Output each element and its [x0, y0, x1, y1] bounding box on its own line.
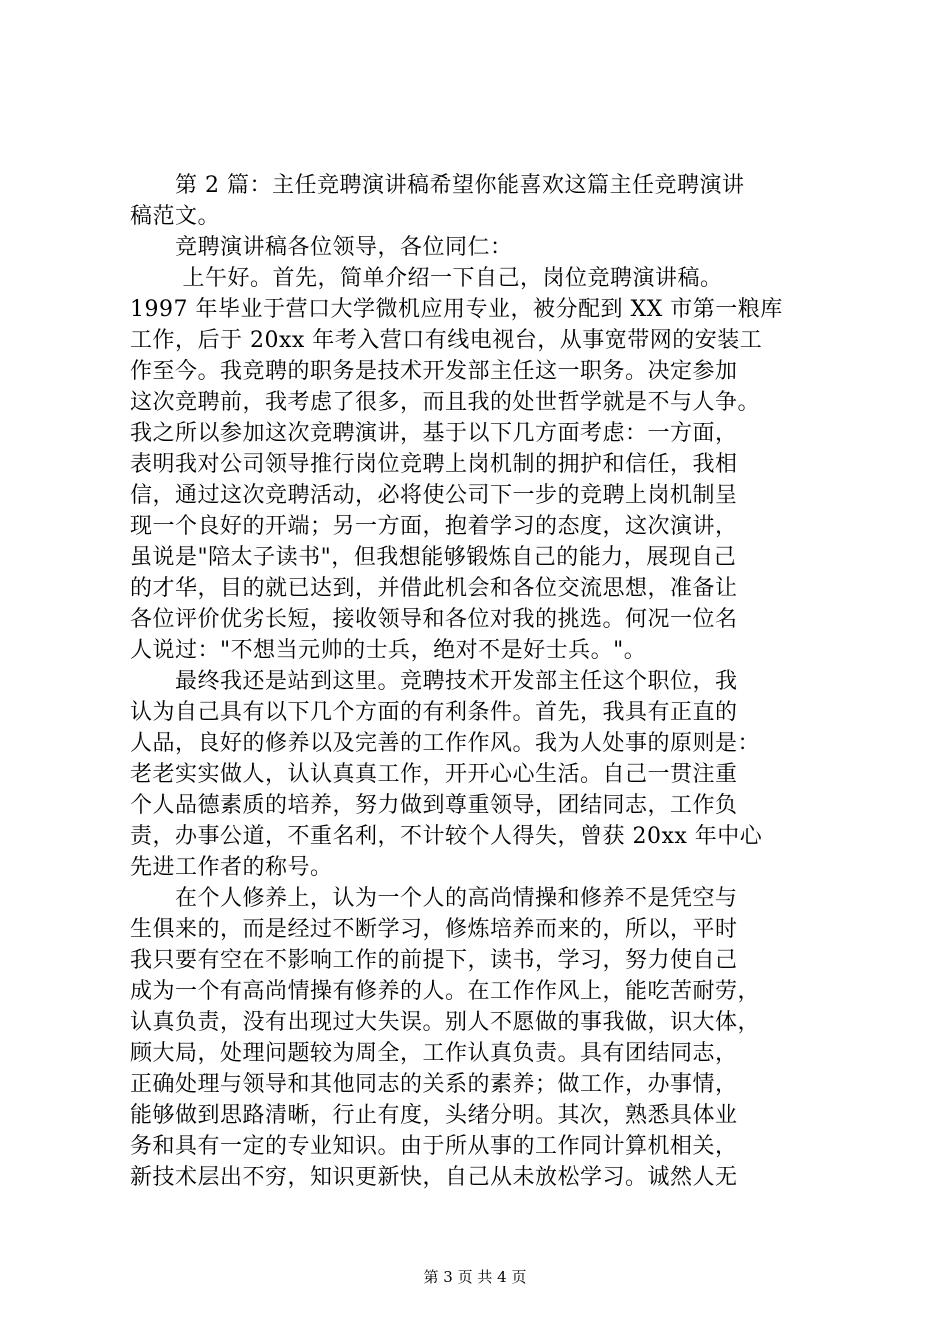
text-line: 生俱来的，而是经过不断学习，修炼培养而来的，所以，平时 [130, 917, 738, 942]
text-line: 先进工作者的称号。 [130, 855, 333, 880]
text-line: 成为一个有高尚情操有修养的人。在工作作风上，能吃苦耐劳， [130, 979, 761, 1004]
text-line: 工作，后于 20xx 年考入营口有线电视台，从事宽带网的安装工 [130, 328, 763, 353]
text-line: 最终我还是站到这里。竞聘技术开发部主任这个职位，我 [130, 669, 738, 694]
text-line: 作至今。我竞聘的职务是技术开发部主任这一职务。决定参加 [130, 359, 738, 384]
text-line: 责，办事公道，不重名利，不计较个人得失，曾获 20xx 年中心 [130, 824, 763, 849]
text-line: 我之所以参加这次竞聘演讲，基于以下几方面考虑：一方面， [130, 421, 738, 446]
text-line: 人说过："不想当元帅的士兵，绝对不是好士兵。"。 [130, 638, 647, 663]
text-line: 现一个良好的开端；另一方面，抱着学习的态度，这次演讲， [130, 514, 738, 539]
text-line: 表明我对公司领导推行岗位竞聘上岗机制的拥护和信任，我相 [130, 452, 738, 477]
page-number: 第 3 页 共 4 页 [423, 1268, 527, 1286]
text-line: 这次竞聘前，我考虑了很多，而且我的处世哲学就是不与人争。 [130, 390, 761, 415]
text-line: 顾大局，处理问题较为周全，工作认真负责。具有团结同志， [130, 1041, 738, 1066]
text-line: 个人品德素质的培养，努力做到尊重领导，团结同志，工作负 [130, 793, 738, 818]
text-line: 认为自己具有以下几个方面的有利条件。首先，我具有正直的 [130, 700, 738, 725]
page-footer [0, 1267, 950, 1287]
text-line: 务和具有一定的专业知识。由于所从事的工作同计算机相关， [130, 1134, 738, 1159]
text-line: 虽说是"陪太子读书"，但我想能够锻炼自己的能力，展现自己 [130, 545, 737, 570]
text-line: 人品，良好的修养以及完善的工作作风。我为人处事的原则是： [130, 731, 761, 756]
text-line: 信，通过这次竞聘活动，必将使公司下一步的竞聘上岗机制呈 [130, 483, 738, 508]
text-line: 认真负责，没有出现过大失误。别人不愿做的事我做，识大体， [130, 1010, 761, 1035]
document-body [130, 170, 830, 1193]
text-line: 能够做到思路清晰，行止有度，头绪分明。其次，熟悉具体业 [130, 1103, 738, 1128]
text-line: 上午好。首先，简单介绍一下自己，岗位竞聘演讲稿。 [130, 266, 723, 291]
text-line: 第 2 篇：主任竞聘演讲稿希望你能喜欢这篇主任竞聘演讲 [130, 173, 745, 198]
text-line: 稿范文。 [130, 204, 221, 229]
text-line: 的才华，目的就已达到，并借此机会和各位交流思想，准备让 [130, 576, 738, 601]
text-line: 1997 年毕业于营口大学微机应用专业，被分配到 XX 市第一粮库 [130, 297, 783, 322]
text-line: 老老实实做人，认认真真工作，开开心心生活。自己一贯注重 [130, 762, 738, 787]
text-line: 在个人修养上，认为一个人的高尚情操和修养不是凭空与 [130, 886, 738, 911]
text-line: 各位评价优劣长短，接收领导和各位对我的挑选。何况一位名 [130, 607, 738, 632]
text-line: 我只要有空在不影响工作的前提下，读书，学习，努力使自己 [130, 948, 738, 973]
text-line: 新技术层出不穷，知识更新快，自己从未放松学习。诚然人无 [130, 1165, 738, 1190]
text-line: 正确处理与领导和其他同志的关系的素养；做工作，办事情， [130, 1072, 738, 1097]
text-line: 竞聘演讲稿各位领导，各位同仁： [130, 235, 513, 260]
